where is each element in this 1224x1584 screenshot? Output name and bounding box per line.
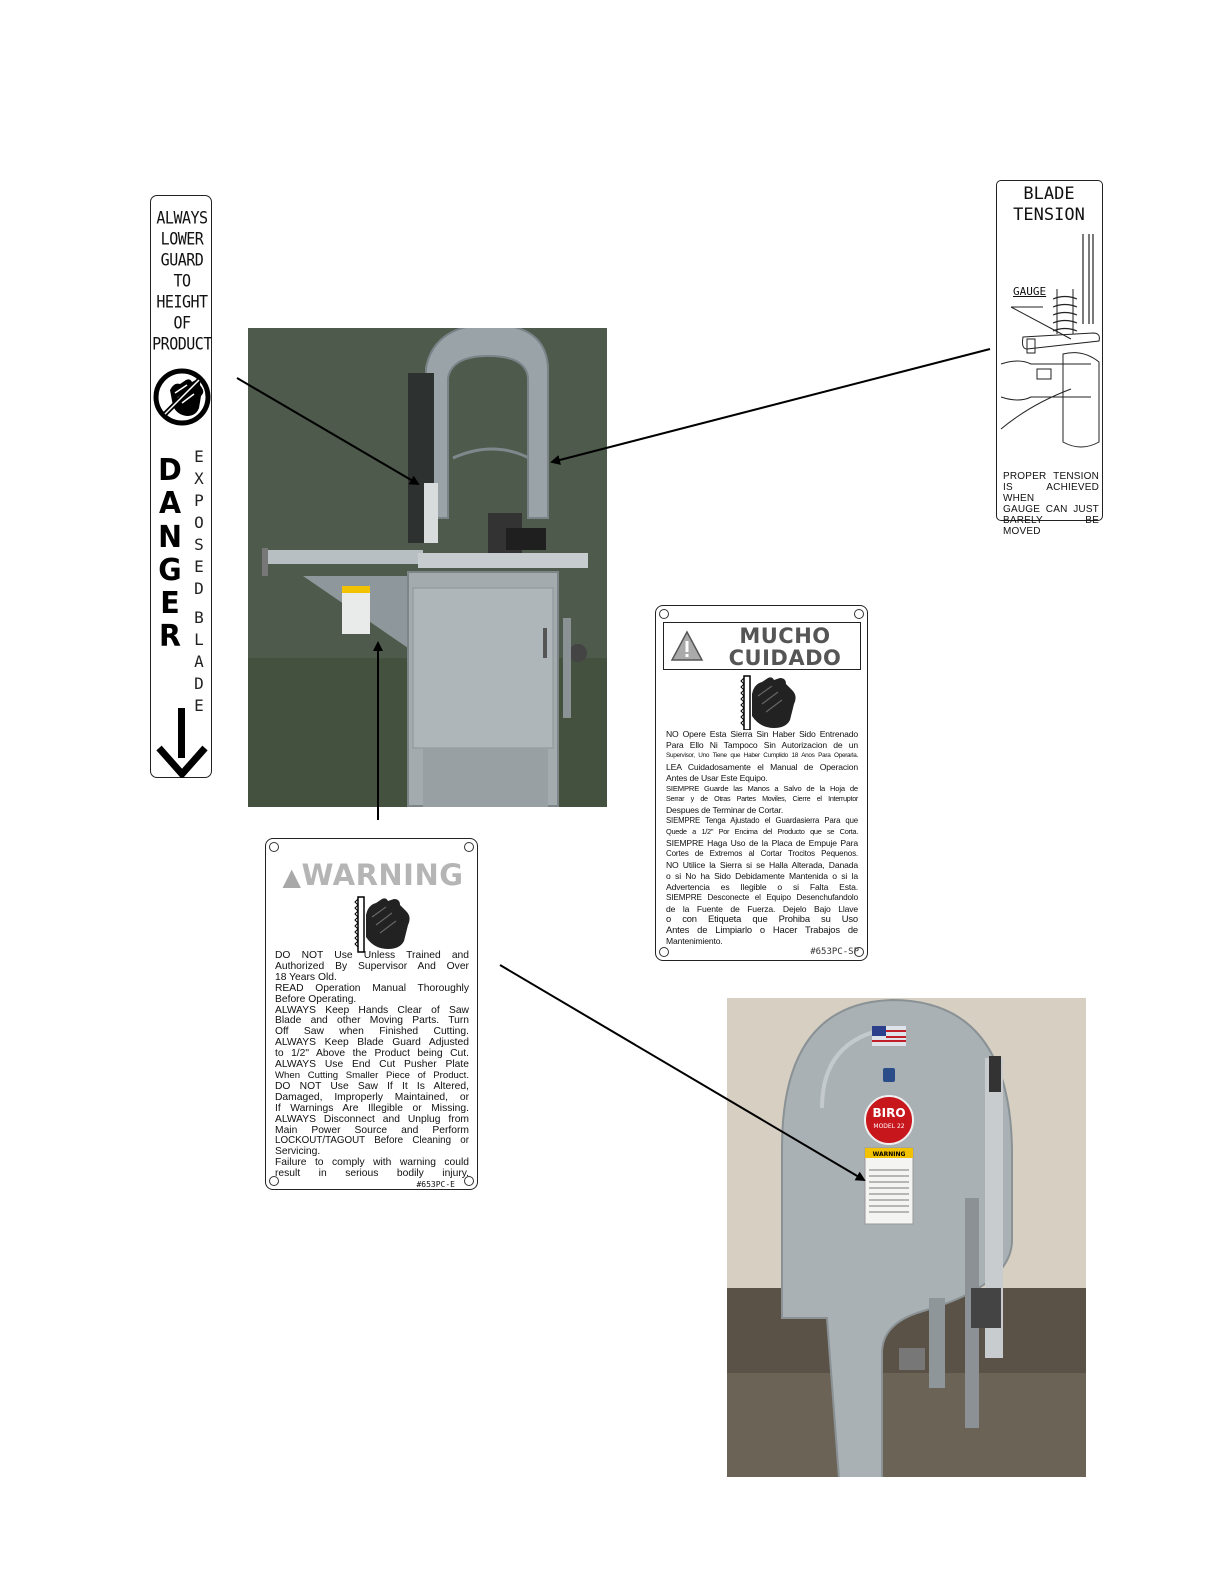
blade-letter: A — [194, 652, 204, 671]
instruction-line: ALWAYS Keep Blade Guard Adjusted — [275, 1037, 469, 1049]
instruction-line: Off Saw when Finished Cutting. — [275, 1026, 469, 1038]
gauge-label: GAUGE — [1013, 285, 1047, 298]
exposed-letter: O — [194, 513, 204, 532]
instruction-line: Antes de Usar Este Equipo. — [666, 772, 768, 783]
instruction-line: Blade and other Moving Parts. Turn — [275, 1015, 469, 1027]
english-instructions — [275, 951, 469, 1180]
instruction-line: de la Fuente de Fuerza. Dejelo Bajo Llave — [666, 903, 858, 914]
photo-warning-text: WARNING — [872, 1151, 906, 1158]
tension-instruction-line: PROPER TENSION — [1003, 471, 1099, 482]
instruction-line: ALWAYS Disconnect and Unplug from — [275, 1113, 469, 1125]
exposed-blade-text — [188, 446, 210, 717]
danger-word — [151, 454, 189, 654]
instruction-line: Advertencia es Ilegible o si Falta Esta. — [666, 881, 858, 892]
band-saw-side-photo — [248, 328, 607, 807]
danger-letter: N — [158, 519, 182, 555]
instruction-line: Cortes de Extremos al Cortar Trocitos Pequenos. — [666, 848, 858, 858]
mounting-hole — [659, 947, 669, 957]
exposed-letter: E — [194, 557, 204, 576]
instruction-line: ALWAYS Keep Hands Clear of Saw — [275, 1004, 469, 1016]
mucho-cuidado-text — [712, 625, 858, 669]
instruction-line: 18 Years Old. — [275, 971, 337, 983]
hand-blade-icon — [338, 895, 418, 953]
warning-triangle-icon — [670, 630, 704, 662]
instruction-line: o si No ha Sido Debidamente Mantenida o si la — [666, 870, 858, 881]
danger-letter: G — [158, 552, 182, 588]
biro-model: MODEL 22 — [873, 1123, 905, 1130]
guard-instruction-line: OF — [173, 312, 191, 334]
blade-letter: D — [194, 674, 204, 693]
instruction-line: SIEMPRE Haga Uso de la Placa de Empuje Para — [666, 838, 858, 849]
blade-tension-title-line: TENSION — [1013, 205, 1085, 225]
guard-instruction-line: ALWAYS — [156, 207, 208, 229]
tension-gauge-diagram — [997, 229, 1101, 469]
danger-label — [150, 195, 212, 778]
instruction-line: SIEMPRE Desconecte el Equipo Desenchufandolo — [666, 892, 858, 902]
instruction-line: LEA Cuidadosamente el Manual de Operacion — [666, 761, 858, 772]
danger-letter: R — [159, 619, 181, 655]
instruction-line: ALWAYS Use End Cut Pusher Plate — [275, 1059, 469, 1071]
danger-letter: D — [158, 453, 182, 488]
blade-letter: E — [194, 696, 204, 715]
instruction-line: Servicing. — [275, 1146, 321, 1158]
instruction-line: When Cutting Smaller Piece of Product. — [275, 1069, 469, 1081]
tension-instruction-line: BARELY BE MOVED — [1003, 515, 1099, 537]
guard-instruction-line: PRODUCT — [152, 333, 212, 355]
header-line: MUCHO — [739, 624, 831, 648]
english-warning-sign — [265, 838, 478, 1190]
instruction-line: Quede a 1/2" Por Encima del Producto que se Corta. — [666, 827, 858, 837]
danger-letter: E — [160, 586, 180, 622]
instruction-line: NO Utilice la Sierra si se Halla Alterada, Danada — [666, 859, 858, 870]
instruction-line: Main Power Source and Perform — [275, 1124, 469, 1136]
instruction-line: Before Operating. — [275, 993, 357, 1005]
instruction-line: Antes de Limpiarlo o Hacer Trabajos de — [666, 924, 858, 936]
down-arrow-icon — [155, 708, 209, 778]
instruction-line: Para Ello Ni Tampoco Sin Autorizacion de un — [666, 739, 858, 750]
instruction-line: Despues de Terminar de Cortar. — [666, 805, 784, 816]
guard-instruction-line: LOWER — [160, 228, 204, 250]
instruction-line: Supervisor, Uno Tiene que Haber Cumplido 18 Anos Para Operarla. — [666, 751, 858, 759]
warning-triangle-icon: ▲ — [282, 863, 302, 891]
guard-instruction-line: HEIGHT — [156, 291, 208, 313]
instruction-line: SIEMPRE Tenga Ajustado el Guardasierra Para que — [666, 816, 858, 826]
spanish-instructions — [666, 729, 858, 947]
blade-tension-label — [996, 180, 1103, 537]
instruction-line: Damaged, Improperly Maintained, or — [275, 1091, 469, 1103]
instruction-line: Mantenimiento. — [666, 936, 723, 947]
tension-instruction-line: IS ACHIEVED WHEN — [1003, 482, 1099, 504]
hand-blade-icon — [724, 674, 804, 730]
guard-instruction — [151, 208, 213, 355]
mounting-hole — [854, 609, 864, 619]
tension-instruction — [1003, 471, 1099, 537]
instruction-line: LOCKOUT/TAGOUT Before Cleaning or — [275, 1135, 469, 1147]
instruction-line: DO NOT Use Saw If It Is Altered, — [275, 1080, 469, 1092]
biro-brand: BIRO — [872, 1106, 906, 1120]
instruction-line: Failure to comply with warning could — [275, 1157, 469, 1169]
instruction-line: result in serious bodily injury. — [275, 1168, 469, 1180]
exposed-letter: X — [194, 469, 204, 488]
instruction-line: DO NOT Use Unless Trained and — [275, 950, 469, 961]
guard-instruction-line: GUARD — [160, 249, 204, 271]
danger-letter: A — [158, 486, 182, 522]
exposed-letter: S — [194, 535, 204, 554]
mounting-hole — [659, 609, 669, 619]
exposed-letter: P — [194, 491, 204, 510]
exposed-letter: D — [194, 579, 204, 598]
mucho-cuidado-header — [663, 622, 861, 670]
tension-instruction-line: GAUGE CAN JUST — [1003, 504, 1099, 515]
blade-letter: B — [194, 608, 204, 627]
blade-letter: L — [194, 630, 204, 649]
exposed-letter: E — [194, 447, 204, 466]
spanish-warning-sign — [655, 605, 868, 961]
part-number: #653PC-SP — [810, 947, 859, 957]
mounting-hole — [464, 842, 474, 852]
blade-tension-title — [997, 184, 1101, 226]
leader-line-tension-label — [552, 349, 990, 462]
instruction-line: to 1/2" Above the Product being Cut. — [275, 1048, 469, 1060]
blade-tension-title-line: BLADE — [1023, 184, 1075, 204]
mounting-hole — [269, 842, 279, 852]
warning-header-text: WARNING — [301, 858, 464, 892]
no-hands-icon — [153, 368, 211, 426]
instruction-line: SIEMPRE Guarde las Manos a Salvo de la Hoja de — [666, 783, 858, 793]
warning-header — [278, 857, 468, 893]
part-number: #653PC-E — [416, 1180, 455, 1189]
header-line: CUIDADO — [728, 646, 842, 670]
instruction-line: Serrar y de Otras Partes Moviles, Cierre el Interruptor — [666, 794, 858, 804]
guard-instruction-line: TO — [173, 270, 191, 292]
instruction-line: If Warnings Are Illegible or Missing. — [275, 1102, 469, 1114]
band-saw-front-photo — [727, 998, 1086, 1477]
instruction-line: o con Etiqueta que Prohiba su Uso — [666, 913, 858, 925]
instruction-line: Authorized By Supervisor And Over — [275, 960, 469, 972]
instruction-line: READ Operation Manual Thoroughly — [275, 982, 469, 994]
instruction-line: NO Opere Esta Sierra Sin Haber Sido Entrenado — [666, 729, 858, 739]
